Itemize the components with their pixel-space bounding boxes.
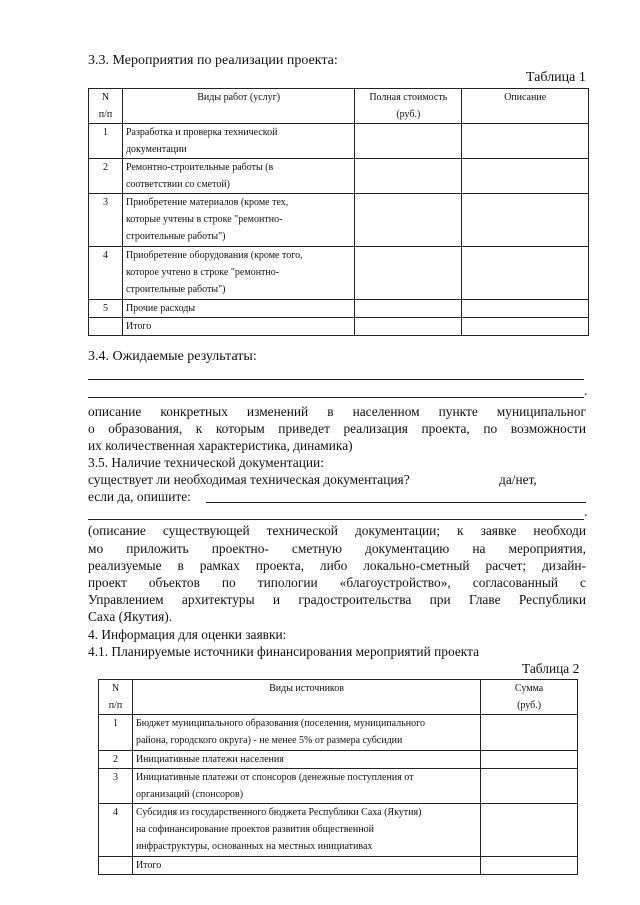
- tech-docs-description-line: мо приложить проектно- сметную документацию на мероприятия,: [88, 541, 586, 556]
- section-4-heading: 4. Информация для оценки заявки:: [88, 627, 287, 642]
- row-number: 3: [99, 769, 133, 804]
- description-cell[interactable]: [462, 124, 589, 159]
- row-label: Инициативные платежи населения: [132, 751, 480, 769]
- cost-cell[interactable]: [355, 159, 462, 194]
- results-description-line: их количественная характеристика, динамика): [88, 438, 353, 453]
- cost-cell[interactable]: [355, 194, 462, 247]
- cost-cell[interactable]: [355, 247, 462, 300]
- row-number: 4: [89, 247, 123, 300]
- total-sum-cell[interactable]: [481, 857, 578, 875]
- section-3-3-heading: 3.3. Мероприятия по реализации проекта:: [88, 53, 338, 68]
- cost-cell[interactable]: [355, 300, 462, 318]
- section-3-5-heading: 3.5. Наличие технической документации:: [88, 455, 324, 470]
- table-row: [89, 318, 589, 336]
- yes-no-answer[interactable]: да/нет,: [499, 472, 537, 487]
- results-description-line: о образования, к которым приведет реализация проекта, по возможности: [88, 421, 586, 436]
- tech-docs-line-2[interactable]: [88, 519, 584, 520]
- row-number: 4: [99, 804, 133, 857]
- sum-cell[interactable]: [481, 751, 578, 769]
- total-description-cell[interactable]: [462, 318, 589, 336]
- row-number: 1: [89, 124, 123, 159]
- sum-cell[interactable]: [481, 769, 578, 804]
- table2-header-sources: Виды источников: [132, 680, 480, 715]
- table-row: [89, 247, 589, 300]
- sum-cell[interactable]: [481, 804, 578, 857]
- row-label: Инициативные платежи от спонсоров (денежные поступления от организаций (спонсоров): [132, 769, 480, 804]
- results-description-line: описание конкретных изменений в населенном пункте муниципальног: [88, 404, 586, 419]
- row-number: 3: [89, 194, 123, 247]
- table-row: [89, 300, 589, 318]
- table1-header-works: Виды работ (услуг): [122, 89, 354, 124]
- line-end-period: .: [584, 384, 588, 399]
- row-label: Ремонтно-строительные работы (в соответствии со сметой): [122, 159, 354, 194]
- row-number: [89, 318, 123, 336]
- row-number: 1: [99, 715, 133, 751]
- tech-docs-question: существует ли необходимая техническая документация?: [88, 472, 410, 487]
- row-label: Итого: [132, 857, 480, 875]
- table1-header-n: N п/п: [89, 89, 123, 124]
- total-cost-cell[interactable]: [355, 318, 462, 336]
- table-row: [89, 159, 589, 194]
- table-row: [89, 124, 589, 159]
- tech-docs-description-line: (описание существующей технической документации; к заявке необходи: [88, 523, 586, 538]
- tech-docs-description-line: проект объектов по типологии «благоустройство», согласованный с: [88, 575, 586, 590]
- tech-docs-description-line: Саха (Якутия).: [88, 609, 173, 624]
- table2-caption: Таблица 2: [522, 661, 580, 676]
- table1-header-description: Описание: [462, 89, 589, 124]
- expected-results-line-2[interactable]: [88, 397, 584, 398]
- table2-header-n: N п/п: [99, 680, 133, 715]
- row-number: 5: [89, 300, 123, 318]
- tech-docs-description-line: реализуемые в рамках проекта, либо локально-сметный расчет; дизайн-: [88, 558, 586, 573]
- description-cell[interactable]: [462, 300, 589, 318]
- row-label: Прочие расходы: [122, 300, 354, 318]
- table-row: [99, 804, 578, 857]
- row-number: 2: [99, 751, 133, 769]
- row-label: Приобретение оборудования (кроме того, которое учтено в строке "ремонтно- строительные работы"): [122, 247, 354, 300]
- row-label: Субсидия из государственного бюджета Республики Саха (Якутия) на софинансирование проектов развития общественной инфраструктуры, основанных на местных инициативах: [132, 804, 480, 857]
- table-row: [99, 715, 578, 751]
- cost-cell[interactable]: [355, 124, 462, 159]
- description-cell[interactable]: [462, 159, 589, 194]
- works-table: [88, 88, 589, 336]
- row-label: Бюджет муниципального образования (поселения, муниципального района, городского округа) - не менее 5% от размера субсидии: [132, 715, 480, 751]
- funding-sources-table: [98, 679, 578, 875]
- row-label: Разработка и проверка технической документации: [122, 124, 354, 159]
- row-number: [99, 857, 133, 875]
- table-row: [89, 194, 589, 247]
- table-row: [99, 769, 578, 804]
- tech-docs-description-line: Управлением архитектуры и градостроительства при Главе Республики: [88, 592, 586, 607]
- row-label: Приобретение материалов (кроме тех, которые учтены в строке "ремонтно- строительные работы"): [122, 194, 354, 247]
- table-row: [99, 751, 578, 769]
- table1-caption: Таблица 1: [526, 70, 586, 85]
- description-cell[interactable]: [462, 194, 589, 247]
- table2-header-sum: Сумма (руб.): [481, 680, 578, 715]
- if-yes-label: если да, опишите:: [88, 489, 191, 504]
- table1-header-cost: Полная стоимость (руб.): [355, 89, 462, 124]
- description-cell[interactable]: [462, 247, 589, 300]
- line-end-period: .: [584, 505, 588, 520]
- sum-cell[interactable]: [481, 715, 578, 751]
- expected-results-line-1[interactable]: [88, 379, 584, 380]
- row-label: Итого: [122, 318, 354, 336]
- tech-docs-line-1[interactable]: [206, 502, 586, 503]
- section-3-4-heading: 3.4. Ожидаемые результаты:: [88, 349, 257, 364]
- section-4-1-heading: 4.1. Планируемые источники финансирования мероприятий проекта: [88, 644, 480, 659]
- row-number: 2: [89, 159, 123, 194]
- table-row: [99, 857, 578, 875]
